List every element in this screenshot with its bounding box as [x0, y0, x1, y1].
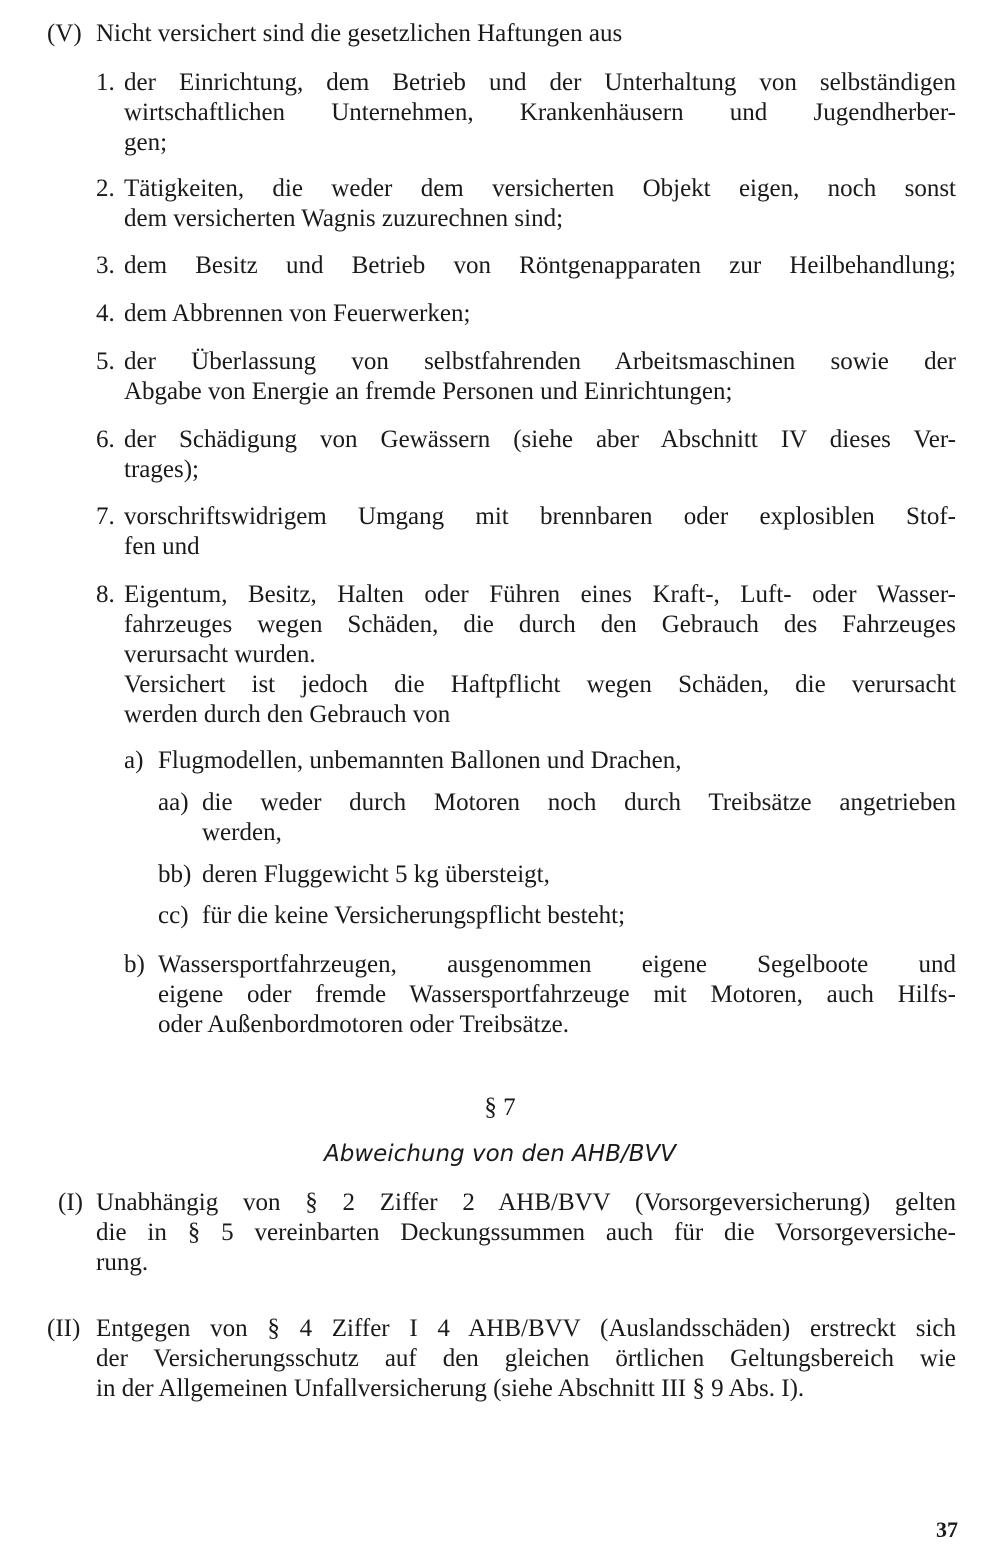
item-2-number: 2. [96, 175, 115, 202]
sub-a-label: a) [124, 747, 144, 774]
item-2-line-2: dem versicherten Wagnis zuzurechnen sind; [124, 205, 564, 232]
sub-b-line-3: oder Außenbordmotoren oder Treibsätze. [158, 1011, 570, 1038]
sub-cc-text [202, 901, 956, 931]
sub-a-line-1: Flugmodellen, unbemannten Ballonen und Drachen, [158, 747, 682, 774]
section-v-label: (V) [47, 20, 82, 47]
sub-aa-text [202, 788, 956, 848]
item-8-text [124, 580, 956, 730]
item-1-number: 1. [96, 69, 115, 96]
sub-aa-line-1: die weder durch Motoren noch durch Treibsätze angetrieben [202, 789, 956, 816]
section-7-title: Abweichung von den AHB/BVV [324, 1141, 676, 1167]
item-2-text [124, 174, 956, 234]
para-ii-label: (II) [47, 1315, 81, 1342]
item-1-line-3: gen; [124, 129, 168, 156]
item-7-line-1: vorschriftswidrigem Umgang mit brennbaren oder explosiblen Stof- [124, 503, 956, 530]
item-3-text [124, 251, 956, 281]
para-ii-line-2: der Versicherungsschutz auf den gleichen örtlichen Geltungsbereich wie [96, 1345, 956, 1372]
item-5-line-2: Abgabe von Energie an fremde Personen und Einrichtungen; [124, 378, 733, 405]
para-i-text [96, 1188, 956, 1278]
sub-bb-line-1: deren Fluggewicht 5 kg übersteigt, [202, 861, 550, 888]
section-v-intro: Nicht versichert sind die gesetzlichen Haftungen aus [96, 20, 623, 47]
item-7-line-2: fen und [124, 533, 200, 560]
sub-b-text [158, 950, 956, 1040]
para-i-label: (I) [58, 1189, 83, 1216]
item-8-line-1: Eigentum, Besitz, Halten oder Führen eines Kraft-, Luft- oder Wasser- [124, 581, 956, 608]
page-number: 37 [936, 1517, 958, 1542]
item-8-line-5: werden durch den Gebrauch von [124, 701, 451, 728]
item-6-line-2: trages); [124, 456, 199, 483]
item-4-number: 4. [96, 300, 115, 327]
sub-cc-label: cc) [158, 902, 189, 929]
item-3-line-1: dem Besitz und Betrieb von Röntgenapparaten zur Heilbehandlung; [124, 252, 956, 279]
item-1-line-1: der Einrichtung, dem Betrieb und der Unterhaltung von selbständigen [124, 69, 956, 96]
item-4-text [124, 299, 956, 329]
item-5-text [124, 347, 956, 407]
item-4-line-1: dem Abbrennen von Feuerwerken; [124, 300, 471, 327]
sub-b-label: b) [124, 951, 145, 978]
item-8-number: 8. [96, 581, 115, 608]
item-7-text [124, 502, 956, 562]
sub-b-line-2: eigene oder fremde Wassersportfahrzeuge mit Motoren, auch Hilfs- [158, 981, 956, 1008]
item-8-line-2: fahrzeuges wegen Schäden, die durch den Gebrauch des Fahrzeuges [124, 611, 956, 638]
item-8-line-4: Versichert ist jedoch die Haftpflicht wegen Schäden, die verursacht [124, 671, 956, 698]
item-6-line-1: der Schädigung von Gewässern (siehe aber Abschnitt IV dieses Ver- [124, 426, 956, 453]
item-3-number: 3. [96, 252, 115, 279]
sub-aa-line-2: werden, [202, 819, 282, 846]
sub-b-line-1: Wassersportfahrzeugen, ausgenommen eigene Segelboote und [158, 951, 956, 978]
sub-bb-label: bb) [158, 861, 192, 888]
item-5-number: 5. [96, 348, 115, 375]
para-i-line-2: die in § 5 vereinbarten Deckungssummen auch für die Vorsorgeversiche- [96, 1219, 956, 1246]
item-6-number: 6. [96, 426, 115, 453]
para-ii-line-1: Entgegen von § 4 Ziffer I 4 AHB/BVV (Auslandsschäden) erstreckt sich [96, 1315, 956, 1342]
item-8-line-3: verursacht wurden. [124, 641, 316, 668]
sub-aa-label: aa) [158, 789, 189, 816]
item-2-line-1: Tätigkeiten, die weder dem versicherten Objekt eigen, noch sonst [124, 175, 956, 202]
sub-bb-text [202, 860, 956, 890]
para-i-line-3: rung. [96, 1249, 149, 1276]
sub-a-text [158, 746, 956, 776]
para-ii-line-3: in der Allgemeinen Unfallversicherung (siehe Abschnitt III § 9 Abs. I). [96, 1375, 805, 1402]
item-5-line-1: der Überlassung von selbstfahrenden Arbeitsmaschinen sowie der [124, 348, 956, 375]
item-1-text [124, 68, 956, 158]
item-7-number: 7. [96, 503, 115, 530]
item-6-text [124, 425, 956, 485]
item-1-line-2: wirtschaftlichen Unternehmen, Krankenhäusern und Jugendherber- [124, 99, 956, 126]
para-i-line-1: Unabhängig von § 2 Ziffer 2 AHB/BVV (Vorsorgeversicherung) gelten [96, 1189, 956, 1216]
section-7-heading: § 7 [484, 1094, 516, 1121]
sub-cc-line-1: für die keine Versicherungspflicht besteht; [202, 902, 626, 929]
para-ii-text [96, 1314, 956, 1404]
